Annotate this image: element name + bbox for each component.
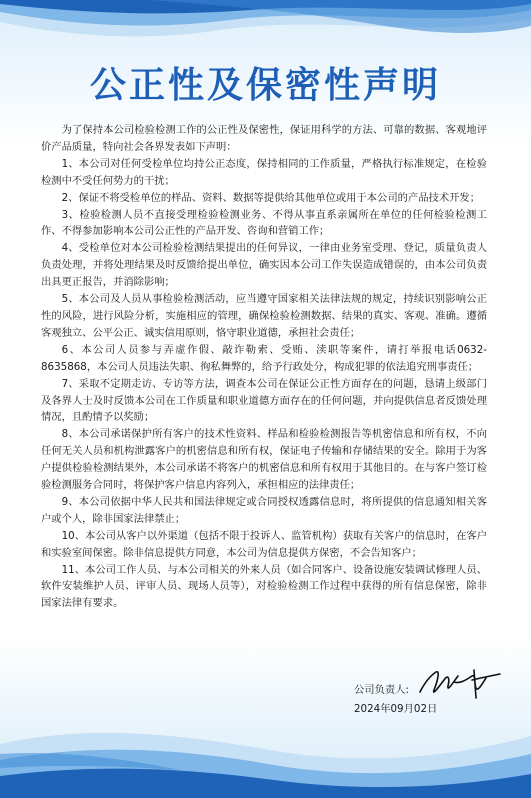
sign-date: 2024年09月02日 (354, 703, 438, 715)
paragraph-7: 7、采取不定期走访、专访等方法，调查本公司在保证公正性方面存在的问题，恳请上级部门及各界人士及时反馈本公司在工作质量和职业道德方面存在的任何问题，并向提供信息者反馈处理情况，且酌情予以奖励； (41, 377, 487, 424)
paragraph-11: 11、本公司工作人员、与本公司相关的外来人员（如合同客户、设备设施安装调试修理人员、软件安装维护人员、评审人员、现场人员等），对检验检测工作过程中获得的所有信息保密，除非国家法律有要求。 (41, 563, 487, 610)
statement-body (41, 122, 487, 612)
paragraph-5: 5、本公司及人员从事检验检测活动，应当遵守国家相关法律法规的规定，持续识别影响公正性的风险，进行风险分析，实施相应的管理，确保检验检测数据、结果的真实、客观、准确。遵循客观独立、公平公正、诚实信用原则，恪守职业道德，承担社会责任； (41, 293, 487, 339)
paragraph-2: 2、保证不将受检单位的样品、资料、数据等提供给其他单位或用于本公司的产品技术开发； (61, 191, 481, 204)
paragraph-6: 6、本公司人员参与弄虚作假、敲诈勒索、受贿、渎职等案件，请打举报电话0632-8635868，本公司人员违法失职、徇私舞弊的，给予行政处分，构成犯罪的依法追究刑事责任； (41, 343, 487, 373)
paragraph-4: 4、受检单位对本公司检验检测结果提出的任何异议，一律由业务室受理、登记，质量负责人负责处理，并将处理结果及时反馈给提出单位，确实因本公司工作失误造成错误的，由本公司负责出具更正报告，并消除影响； (41, 242, 487, 289)
page-title: 公正性及保密性声明 (89, 65, 441, 106)
paragraph-10: 10、本公司从客户以外渠道（包括不限于投诉人、监管机构）获取有关客户的信息时，在客户和实验室间保密。除非信息提供方同意，本公司为信息提供方保密，不会告知客户； (41, 529, 487, 559)
responsible-label: 公司负责人: (354, 684, 409, 696)
paragraph-9: 9、本公司依据中华人民共和国法律规定或合同授权透露信息时，将所提供的信息通知相关客户或个人，除非国家法律禁止； (41, 495, 487, 525)
bottom-wave-decoration (0, 714, 531, 798)
handwritten-signature (414, 662, 504, 704)
paragraph-1: 1、本公司对任何受检单位均持公正态度，保持相同的工作质量，严格执行标准规定，在检验检测中不受任何势力的干扰； (41, 157, 487, 187)
paragraph-3: 3、检验检测人员不直接受理检验检测业务、不得从事直系亲属所在单位的任何检验检测工作、不得参加影响本公司公正性的产品开发、咨询和营销工作； (41, 208, 487, 238)
paragraph-8: 8、本公司承诺保护所有客户的技术性资料、样品和检验检测报告等机密信息和所有权，不向任何无关人员和机构泄露客户的机密信息和所有权，保证电子传输和存储结果的安全。除用于为客户提供检验检测结果外，本公司承诺不将客户的机密信息和所有权用于其他目的。在与客户签订检验检测服务合同时，将保护客户信息内容列入，承担相应的法律责任； (41, 428, 487, 492)
paragraph-intro: 为了保持本公司检验检测工作的公正性及保密性，保证用科学的方法、可靠的数据、客观地评价产品质量，特向社会各界发表如下声明： (41, 124, 487, 153)
